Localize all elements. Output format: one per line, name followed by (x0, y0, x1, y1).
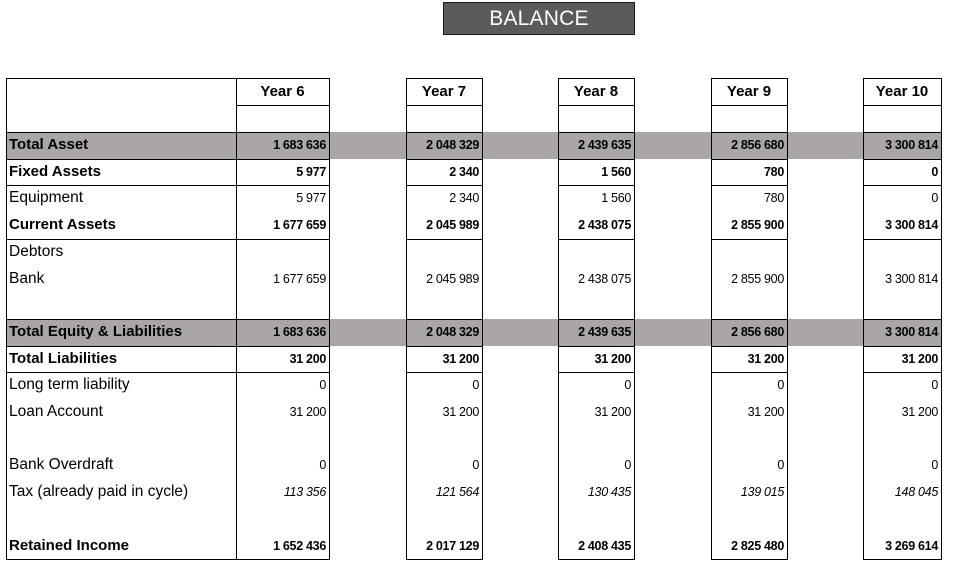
value-cell: 31 200 (747, 351, 784, 366)
grid-line (406, 132, 483, 133)
value-cell: 130 435 (587, 485, 631, 500)
value-cell: 2 340 (449, 191, 479, 206)
grid-line (236, 78, 237, 559)
grid-line (6, 132, 237, 133)
row-label: Loan Account (9, 403, 103, 420)
value-cell: 1 652 436 (273, 538, 326, 553)
value-cell: 2 856 680 (731, 324, 784, 339)
grid-line (711, 372, 788, 373)
value-cell: 2 340 (449, 164, 479, 179)
value-cell: 3 300 814 (885, 324, 938, 339)
grid-line (863, 78, 942, 79)
year-header: Year 10 (875, 83, 929, 100)
page-title: BALANCE SHEETS (443, 2, 635, 35)
grid-line (406, 185, 483, 186)
grid-line (863, 132, 942, 133)
value-cell: 5 977 (296, 191, 326, 206)
grid-line (634, 78, 635, 559)
grid-line (558, 319, 635, 320)
grid-line (406, 346, 483, 347)
grid-line (6, 239, 237, 240)
value-cell: 5 977 (296, 164, 326, 179)
row-label: Total Liabilities (9, 349, 118, 367)
value-cell: 1 560 (601, 191, 631, 206)
value-cell: 1 677 659 (273, 218, 326, 233)
value-cell: 2 439 635 (578, 138, 631, 152)
value-cell: 31 200 (289, 405, 326, 419)
value-cell: 31 200 (442, 405, 479, 419)
value-cell: 2 439 635 (578, 324, 631, 339)
header-divider (406, 105, 483, 106)
grid-line (236, 239, 330, 240)
grid-line (711, 239, 788, 240)
value-cell: 31 200 (901, 351, 938, 366)
value-cell: 31 200 (594, 351, 631, 366)
value-cell: 121 564 (435, 485, 479, 500)
row-label: Equipment (9, 189, 84, 207)
value-cell: 2 045 989 (426, 218, 479, 233)
value-cell: 1 677 659 (273, 271, 326, 286)
grid-line (558, 239, 635, 240)
value-cell: 2 438 075 (578, 218, 631, 233)
grid-line (406, 372, 483, 373)
grid-line (558, 78, 559, 559)
grid-line (6, 159, 237, 160)
value-cell: 0 (472, 458, 479, 473)
grid-line (711, 159, 788, 160)
year-header: Year 7 (421, 83, 467, 100)
grid-line (236, 346, 330, 347)
row-label: Current Assets (9, 216, 116, 234)
grid-line (863, 319, 942, 320)
row-label: Debtors (9, 242, 64, 260)
grid-line (863, 372, 942, 373)
grid-line (236, 372, 330, 373)
value-cell: 1 560 (601, 164, 631, 179)
value-cell: 2 048 329 (426, 324, 479, 339)
grid-line (863, 346, 942, 347)
grid-line (787, 78, 788, 559)
grid-line (482, 78, 483, 559)
value-cell: 0 (624, 378, 631, 393)
value-cell: 0 (931, 164, 938, 179)
row-label: Total Asset (9, 136, 89, 153)
header-divider (558, 105, 635, 106)
value-cell: 148 045 (894, 485, 938, 500)
grid-line (558, 346, 635, 347)
grid-line (711, 78, 788, 79)
grid-line (406, 319, 483, 320)
header-divider (236, 105, 330, 106)
grid-line (236, 78, 330, 79)
value-cell: 2 438 075 (578, 271, 631, 286)
grid-line (863, 239, 942, 240)
grid-line (711, 185, 788, 186)
value-cell: 3 300 814 (885, 138, 938, 152)
grid-line (236, 319, 330, 320)
value-cell: 3 300 814 (885, 218, 938, 233)
grid-line (236, 159, 330, 160)
value-cell: 1 683 636 (273, 324, 326, 339)
value-cell: 2 855 900 (731, 271, 784, 286)
grid-line (236, 559, 330, 560)
row-label: Retained Income (9, 536, 130, 554)
grid-line (6, 319, 237, 320)
value-cell: 2 856 680 (731, 138, 784, 152)
row-label: Bank (9, 269, 45, 287)
header-divider (863, 105, 942, 106)
grid-line (863, 159, 942, 160)
grid-line (711, 132, 788, 133)
value-cell: 780 (764, 191, 784, 206)
grid-line (406, 78, 407, 559)
value-cell: 31 200 (289, 351, 326, 366)
value-cell: 3 300 814 (885, 271, 938, 286)
grid-line (6, 346, 237, 347)
value-cell: 31 200 (901, 405, 938, 419)
value-cell: 31 200 (747, 405, 784, 419)
value-cell: 31 200 (594, 405, 631, 419)
grid-line (558, 185, 635, 186)
grid-line (558, 132, 635, 133)
value-cell: 2 048 329 (426, 138, 479, 152)
grid-line (6, 559, 237, 560)
grid-line (711, 78, 712, 559)
grid-line (6, 372, 237, 373)
grid-line (6, 78, 237, 79)
row-label: Long term liability (9, 376, 130, 394)
value-cell: 2 855 900 (731, 218, 784, 233)
value-cell: 0 (624, 458, 631, 473)
row-label: Total Equity & Liabilities (9, 322, 183, 340)
value-cell: 0 (319, 458, 326, 473)
grid-line (558, 78, 635, 79)
grid-line (6, 78, 7, 559)
grid-line (941, 78, 942, 559)
grid-line (406, 78, 483, 79)
year-header: Year 6 (260, 83, 305, 100)
grid-line (329, 78, 330, 559)
year-header: Year 8 (573, 83, 619, 100)
grid-line (711, 319, 788, 320)
grid-line (236, 132, 330, 133)
value-cell: 0 (777, 378, 784, 393)
header-divider (711, 105, 788, 106)
value-cell: 0 (319, 378, 326, 393)
grid-line (863, 78, 864, 559)
grid-line (558, 372, 635, 373)
value-cell: 2 017 129 (426, 538, 479, 553)
value-cell: 1 683 636 (273, 138, 326, 152)
value-cell: 31 200 (442, 351, 479, 366)
grid-line (558, 559, 635, 560)
grid-line (236, 185, 330, 186)
grid-line (711, 559, 788, 560)
value-cell: 3 269 614 (885, 538, 938, 553)
grid-line (863, 185, 942, 186)
value-cell: 0 (777, 458, 784, 473)
grid-line (406, 239, 483, 240)
grid-line (406, 159, 483, 160)
value-cell: 0 (931, 191, 938, 206)
row-label: Tax (already paid in cycle) (9, 483, 189, 501)
value-cell: 2 825 480 (731, 538, 784, 553)
grid-line (863, 559, 942, 560)
value-cell: 0 (472, 378, 479, 393)
value-cell: 780 (764, 164, 784, 179)
grid-line (558, 159, 635, 160)
value-cell: 0 (931, 378, 938, 393)
grid-line (406, 559, 483, 560)
value-cell: 139 015 (740, 485, 784, 500)
row-label: Bank Overdraft (9, 456, 114, 474)
value-cell: 2 045 989 (426, 271, 479, 286)
year-header: Year 9 (726, 83, 772, 100)
grid-line (711, 346, 788, 347)
grid-line (6, 185, 237, 186)
value-cell: 0 (931, 458, 938, 473)
value-cell: 2 408 435 (578, 538, 631, 553)
row-label: Fixed Assets (9, 162, 101, 180)
value-cell: 113 356 (283, 485, 326, 500)
